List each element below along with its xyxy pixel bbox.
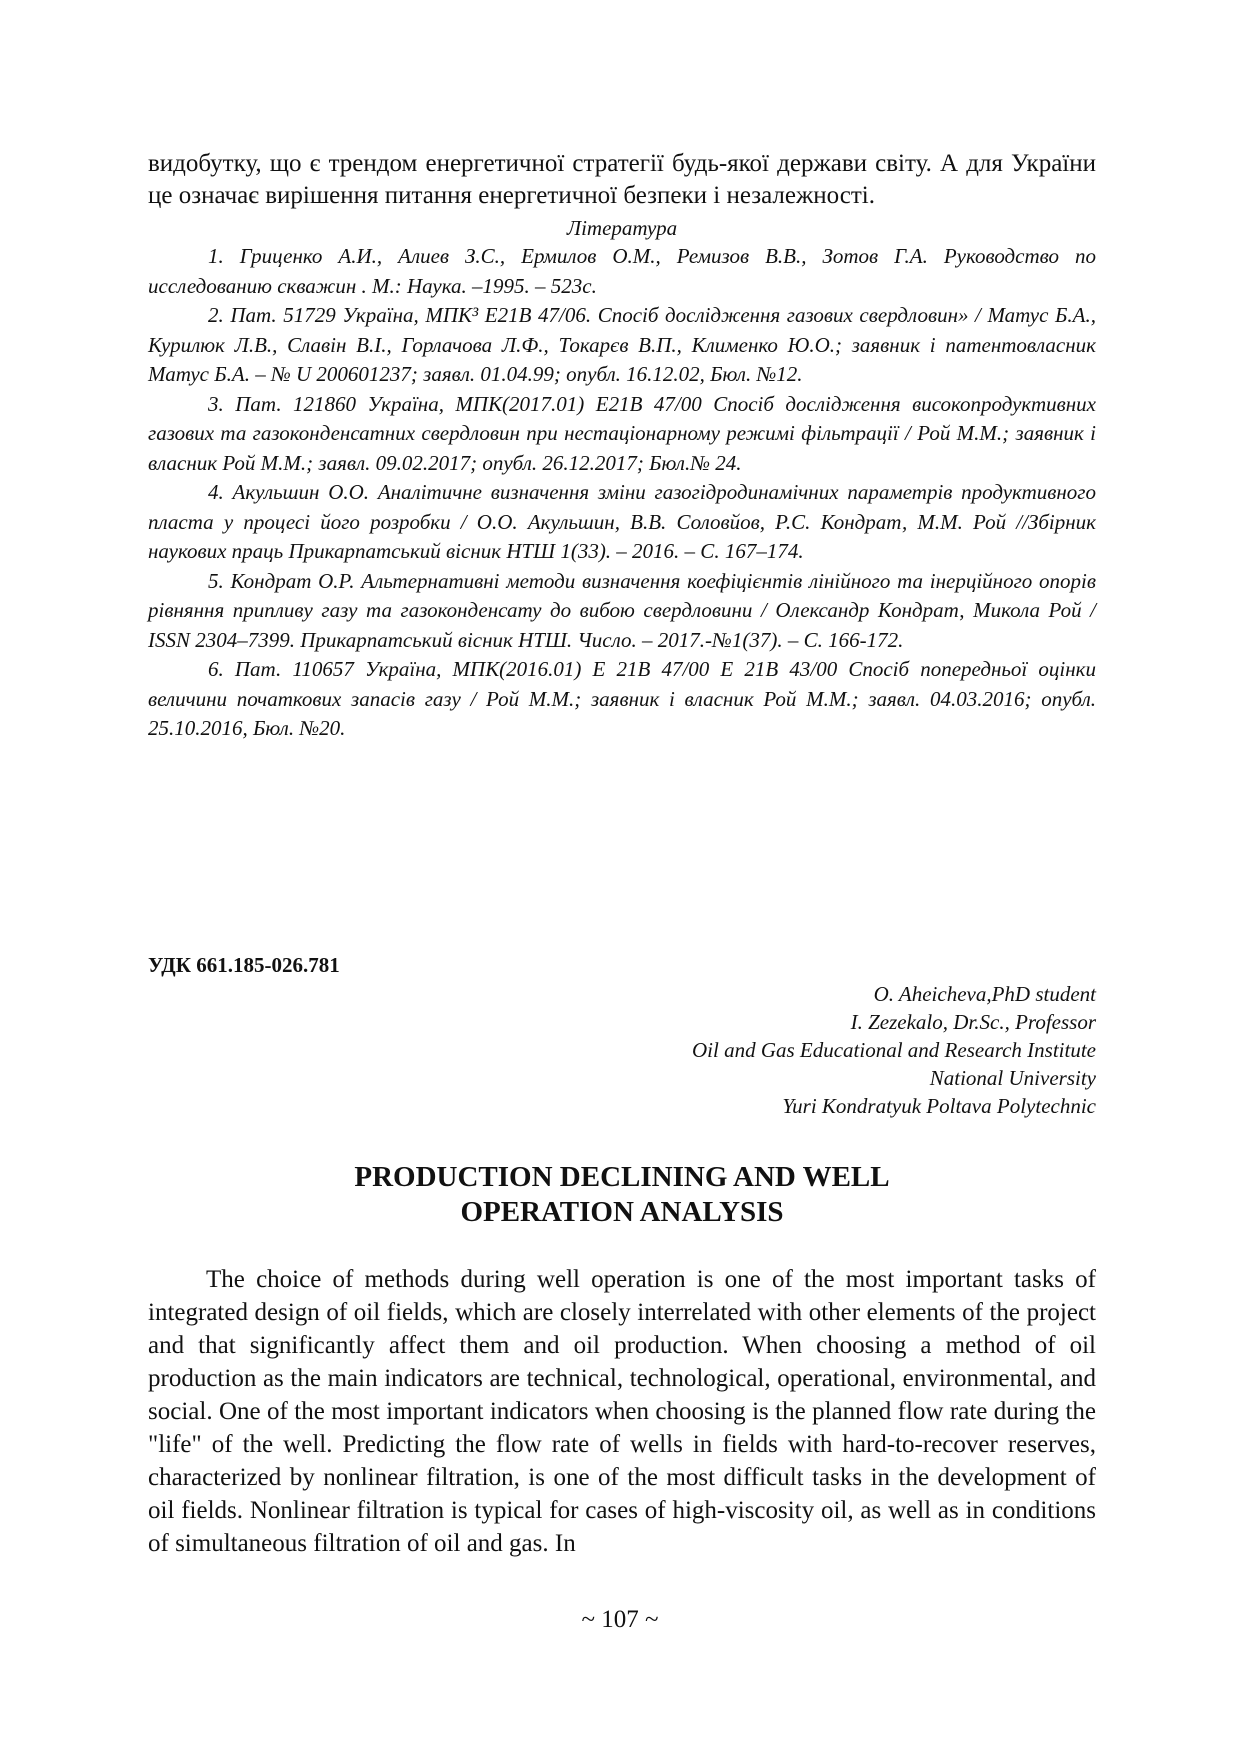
body-paragraph: The choice of methods during well operation is one of the most important tasks of integrated design of oil fields, which are closely interrelated with other elements of the project and that significantly affect them and oil production. When choosing a method of oil production as the main indicators are technical, technological, operational, environmental, and social. One of the most important indicators when choosing is the planned flow rate during the "life" of the well. Predicting the flow rate of wells in fields with hard-to-recover reserves, characterized by nonlinear filtration, is one of the most difficult tasks in the development of oil fields. Nonlinear filtration is typical for cases of high-viscosity oil, as well as in conditions of simultaneous filtration of oil and gas. In — [148, 1266, 1096, 1557]
reference-item: 5. Кондрат О.Р. Альтернативні методи визначення коефіцієнтів лінійного та інерційного опорів рівняння припливу газу та газоконденсату до вибою свердловини / Олександр Кондрат, Микола Рой / ISSN 2304–7399. Прикарпатський вісник НТШ. Число. – 2017.-№1(37). – С. 166-172. — [148, 568, 1096, 652]
article-title — [148, 1160, 1096, 1230]
title-line: PRODUCTION DECLINING AND WELL — [354, 1161, 890, 1193]
author-line: I. Zezekalo, Dr.Sc., Professor — [850, 1010, 1096, 1034]
page-content — [148, 148, 1096, 744]
reference-item: 3. Пат. 121860 Україна, МПК(2017.01) Е21В 47/00 Спосіб дослідження високопродуктивних газових та газоконденсатних свердловин при нестаціонарному режимі фільтрації / Рой М.М.; заявник і власник Рой М.М.; заявл. 09.02.2017; опубл. 26.12.2017; Бюл.№ 24. — [148, 391, 1096, 475]
reference-item: 4. Акульшин О.О. Аналітичне визначення зміни газогідродинамічних параметрів продуктивного пласта у процесі його розробки / О.О. Акульшин, В.В. Соловйов, Р.С. Кондрат, М.М. Рой //Збірник наукових праць Прикарпатський вісник НТШ 1(33). – 2016. – С. 167–174. — [148, 480, 1096, 563]
title-line: OPERATION ANALYSIS — [460, 1196, 784, 1228]
affiliation-line: Yuri Kondratyuk Poltava Polytechnic — [782, 1094, 1096, 1118]
reference-item: 1. Гриценко А.И., Алиев З.С., Ермилов О.М., Ремизов В.В., Зотов Г.А. Руководство по исследованию скважин . М.: Наука. –1995. – 523с. — [148, 244, 1096, 298]
page-number: ~ 107 ~ — [581, 1606, 659, 1633]
affiliation-line: National University — [929, 1066, 1096, 1090]
author-block — [692, 980, 1096, 1120]
affiliation-line: Oil and Gas Educational and Research Institute — [691, 1038, 1096, 1062]
reference-item: 2. Пат. 51729 Україна, МПК³ Е21В 47/06. Спосіб дослідження газових свердловин» / Матус Б.А., Курилюк Л.В., Славін В.І., Горлачова Л.Ф., Токарєв В.П., Клименко Ю.О.; заявник і патентовласник Матус Б.А. – № U 200601237; заявл. 01.04.99; опубл. 16.12.02, Бюл. №12. — [148, 303, 1096, 386]
intro-paragraph: видобутку, що є трендом енергетичної стратегії будь-якої держави світу. А для України це означає вирішення питання енергетичної безпеки і незалежності. — [148, 150, 1096, 209]
udk-code: УДК 661.185-026.781 — [148, 953, 340, 977]
references-heading: Література — [566, 216, 678, 240]
reference-item: 6. Пат. 110657 Україна, МПК(2016.01) Е 21В 47/00 Е 21В 43/00 Спосіб попередньої оцінки величини початкових запасів газу / Рой М.М.; заявник і власник Рой М.М.; заявл. 04.03.2016; опубл. 25.10.2016, Бюл. №20. — [148, 657, 1096, 740]
author-line: O. Aheicheva,PhD student — [873, 982, 1096, 1006]
references-list — [148, 242, 1096, 744]
